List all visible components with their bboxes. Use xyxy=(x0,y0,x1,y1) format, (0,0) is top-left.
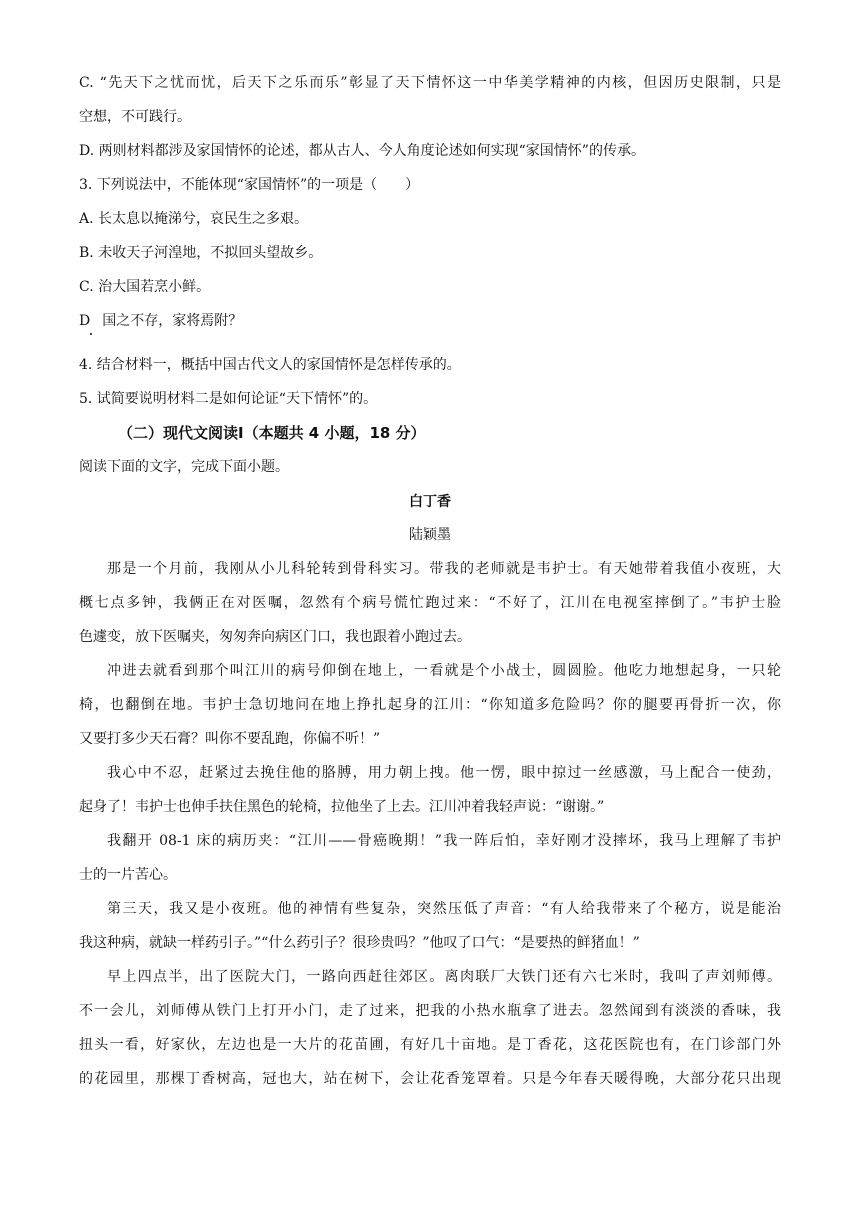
section-heading: （二）现代文阅读Ⅰ（本题共 4 小题，18 分） xyxy=(118,424,426,442)
story-line: 那是一个月前，我刚从小儿科轮转到骨科实习。带我的老师就是韦护士。有天她带着我值小夜班，大 xyxy=(107,561,781,577)
question-3-option-d-letter: D xyxy=(79,313,91,329)
story-line: 士的一片苦心。 xyxy=(79,867,177,883)
question-4: 4. 结合材料一，概括中国古代文人的家国情怀是怎样传承的。 xyxy=(79,357,461,373)
option-d: D. 两则材料都涉及家国情怀的论述，都从古人、今人角度论述如何实现“家国情怀”的传承。 xyxy=(79,143,645,159)
story-line: 我翻开 08-1 床的病历夹：“江川——骨癌晚期！”我一阵后怕，幸好刚才没摔坏，我马上理解了韦护 xyxy=(107,833,781,849)
story-line: 又要打多少天石膏？叫你不要乱跑，你偏不听！” xyxy=(79,731,381,747)
story-line: 起身了！韦护士也伸手扶住黑色的轮椅，拉他坐了上去。江川冲着我轻声说：“谢谢。” xyxy=(79,799,605,815)
reading-instruction: 阅读下面的文字，完成下面小题。 xyxy=(79,459,289,475)
question-3-option-c: C. 治大国若烹小鲜。 xyxy=(79,279,211,295)
question-3-option-d-text: 国之不存，家将焉附？ xyxy=(102,313,243,329)
option-c-line-1: C. “先天下之忧而忧，后天下之乐而乐”彰显了天下情怀这一中华美学精神的内核，但因历史限制，只是 xyxy=(79,75,781,91)
story-line: 扭头一看，好家伙，左边也是一大片的花苗圃，有好几十亩地。是丁香花，这花医院也有，在门诊部门外 xyxy=(79,1037,781,1053)
story-line: 冲进去就看到那个叫江川的病号仰倒在地上，一看就是个小战士，圆圆脸。他吃力地想起身，一只轮 xyxy=(107,663,781,679)
story-line: 椅，也翻倒在地。韦护士急切地问在地上挣扎起身的江川：“你知道多危险吗？你的腿要再骨折一次，你 xyxy=(79,697,781,713)
stray-dot-mark xyxy=(90,333,92,335)
option-c-line-2: 空想，不可践行。 xyxy=(79,109,191,125)
question-3-stem: 3. 下列说法中，不能体现“家国情怀”的一项是（ ） xyxy=(79,177,420,193)
question-3-option-d xyxy=(79,311,781,331)
story-line: 色遽变，放下医嘱夹，匆匆奔向病区门口，我也跟着小跑过去。 xyxy=(79,629,471,645)
story-line: 我这种病，就缺一样药引子。”“什么药引子？很珍贵吗？”他叹了口气：“是要热的鲜猪血！” xyxy=(79,935,640,951)
question-3-option-a: A. 长太息以掩涕兮，哀民生之多艰。 xyxy=(79,211,309,227)
question-3-option-b: B. 未收天子河湟地，不拟回头望故乡。 xyxy=(79,245,323,261)
story-line: 概七点多钟，我俩正在对医嘱，忽然有个病号慌忙跑过来：“不好了，江川在电视室摔倒了。”韦护士脸 xyxy=(79,595,781,611)
story-title: 白丁香 xyxy=(409,494,451,510)
story-line: 我心中不忍，赶紧过去挽住他的胳膊，用力朝上拽。他一愣，眼中掠过一丝感激，马上配合一使劲， xyxy=(107,765,781,781)
story-line: 早上四点半，出了医院大门，一路向西赶往郊区。离肉联厂大铁门还有六七米时，我叫了声刘师傅。 xyxy=(107,969,781,985)
story-author: 陆颖墨 xyxy=(409,527,451,543)
question-5: 5. 试简要说明材料二是如何论证“天下情怀”的。 xyxy=(79,391,378,407)
story-line: 第三天，我又是小夜班。他的神情有些复杂，突然压低了声音：“有人给我带来了个秘方，说是能治 xyxy=(107,901,781,917)
story-line: 的花园里，那棵丁香树高，冠也大，站在树下，会让花香笼罩着。只是今年春天暖得晚，大部分花只出现 xyxy=(79,1071,781,1087)
story-line: 不一会儿，刘师傅从铁门上打开小门，走了过来，把我的小热水瓶拿了进去。忽然闻到有淡淡的香味，我 xyxy=(79,1003,781,1019)
